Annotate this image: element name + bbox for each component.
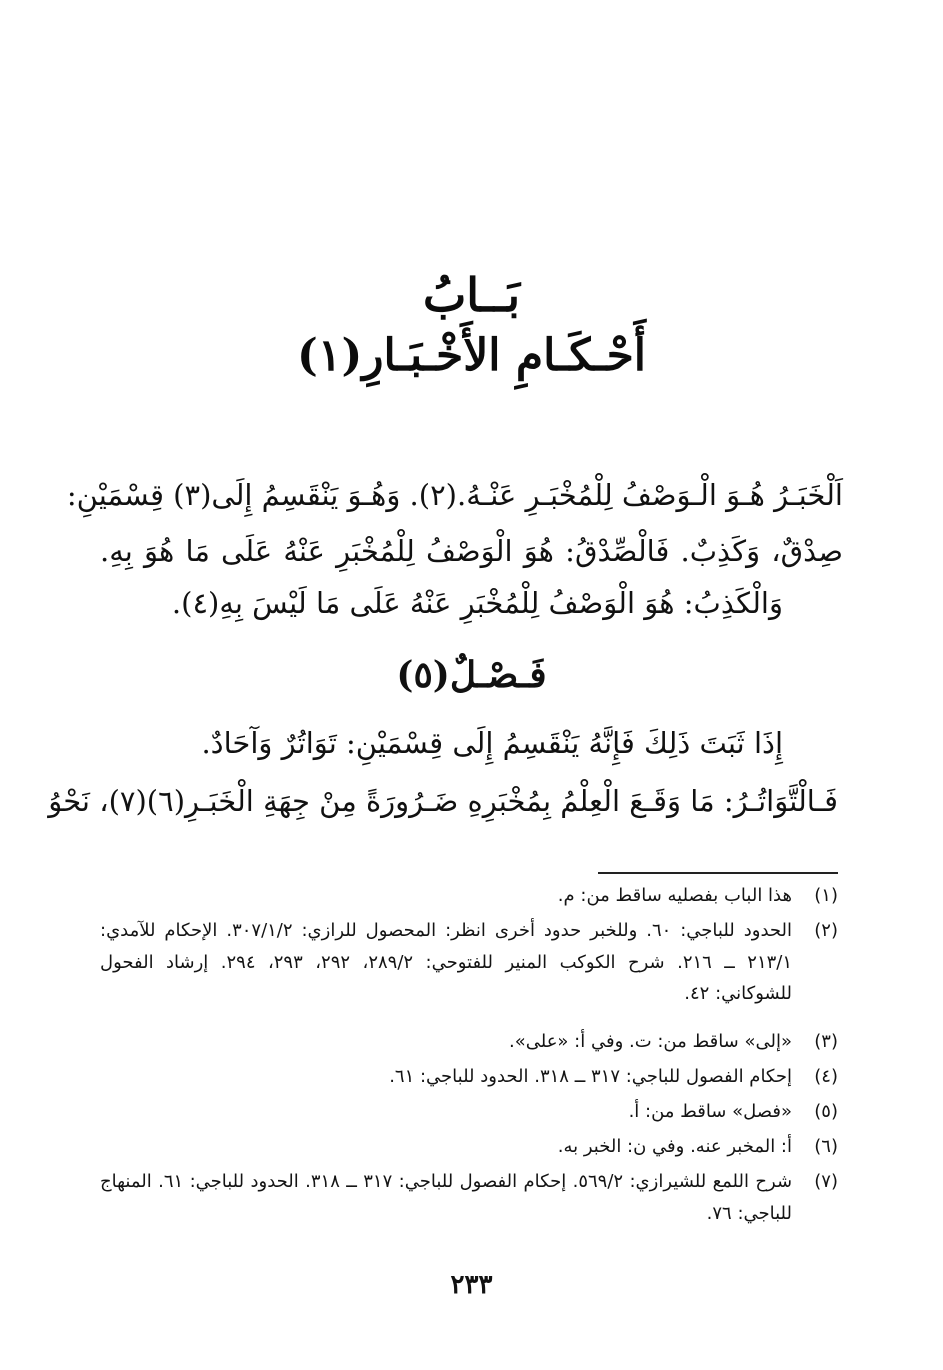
- footnote-text: «فصل» ساقط من: أ.: [628, 1101, 792, 1122]
- footnote-text: هذا الباب بفصليه ساقط من: م.: [557, 885, 792, 906]
- footnote-number: (٧): [814, 1171, 838, 1192]
- body-line-1: اَلْخَبَـرُ هُـوَ الْـوَصْفُ لِلْمُخْبَـرِ عَنْـهُ.(٢). وَهُـوَ يَنْقَسِمُ إِلَى(٣) قِسْمَيْنِ:: [66, 478, 843, 512]
- footnote-item: [100, 1131, 838, 1163]
- chapter-title: أَحْـكَـامِ الأَخْـبَـارِ(١): [297, 330, 646, 381]
- body-line-4: إِذَا ثَبَتَ ذَلِكَ فَإِنَّهُ يَنْقَسِمُ إِلَى قِسْمَيْنِ: تَوَاتُرٌ وَآحَادٌ.: [201, 726, 783, 760]
- body-line-2: صِدْقٌ، وَكَذِبٌ. فَالْصِّدْقُ: هُوَ الْوَصْفُ لِلْمُخْبَرِ عَنْهُ عَلَى مَا هُوَ بِهِ.: [100, 534, 843, 568]
- footnote-item: [100, 1061, 838, 1093]
- footnote-separator: [598, 872, 838, 874]
- footnote-number: (٣): [814, 1031, 838, 1052]
- footnote-number: (٦): [814, 1136, 838, 1157]
- footnote-item: [100, 915, 838, 1010]
- footnote-number: (٤): [814, 1066, 838, 1087]
- footnote-item: [100, 1026, 838, 1058]
- section-heading-fasl: فَـصْـلٌ(٥): [396, 654, 547, 696]
- footnote-text: أ: المخبر عنه. وفي ن: الخبر به.: [557, 1136, 792, 1157]
- body-line-3: وَالْكَذِبُ: هُوَ الْوَصْفُ لِلْمُخْبَرِ عَنْهُ عَلَى مَا لَيْسَ بِهِ(٤).: [171, 586, 783, 620]
- footnote-item: [100, 1166, 838, 1229]
- chapter-bab-label: بَــابُ: [422, 268, 521, 322]
- footnote-number: (٢): [814, 920, 838, 941]
- footnote-text: شرح اللمع للشيرازي: ٥٦٩/٢. إحكام الفصول للباجي: ٣١٧ ــ ٣١٨. الحدود للباجي: ٦١. المنهاج للباجي: ٧٦.: [100, 1171, 793, 1224]
- body-line-5: فَـالْتَّوَاتُـرُ: مَا وَقَـعَ الْعِلْمُ بِمُخْبَرِهِ ضَـرُورَةً مِنْ جِهَةِ الْخَبَـرِ(٦)(٧)، نَحْوُ: [48, 784, 838, 818]
- footnote-number: (٥): [814, 1101, 838, 1122]
- page-number: ٢٣٣: [450, 1270, 493, 1300]
- footnote-text: «إلى» ساقط من: ت. وفي أ: «على».: [509, 1031, 792, 1052]
- footnote-text: إحكام الفصول للباجي: ٣١٧ ــ ٣١٨. الحدود للباجي: ٦١.: [389, 1066, 792, 1087]
- footnote-text: الحدود للباجي: ٦٠. وللخبر حدود أخرى انظر: المحصول للرازي: ٣٠٧/١/٢. الإحكام للآمدي: ٢١٣/١ ــ ٢١٦. شرح الكوكب المنير للفتوحي: ٢٨٩/٢، ٢٩٢، ٢٩٣، ٢٩٤. إرشاد الفحول للشوكاني: ٤٢.: [100, 920, 793, 1004]
- footnote-number: (١): [814, 885, 838, 906]
- footnote-item: [100, 880, 838, 912]
- footnote-item: [100, 1096, 838, 1128]
